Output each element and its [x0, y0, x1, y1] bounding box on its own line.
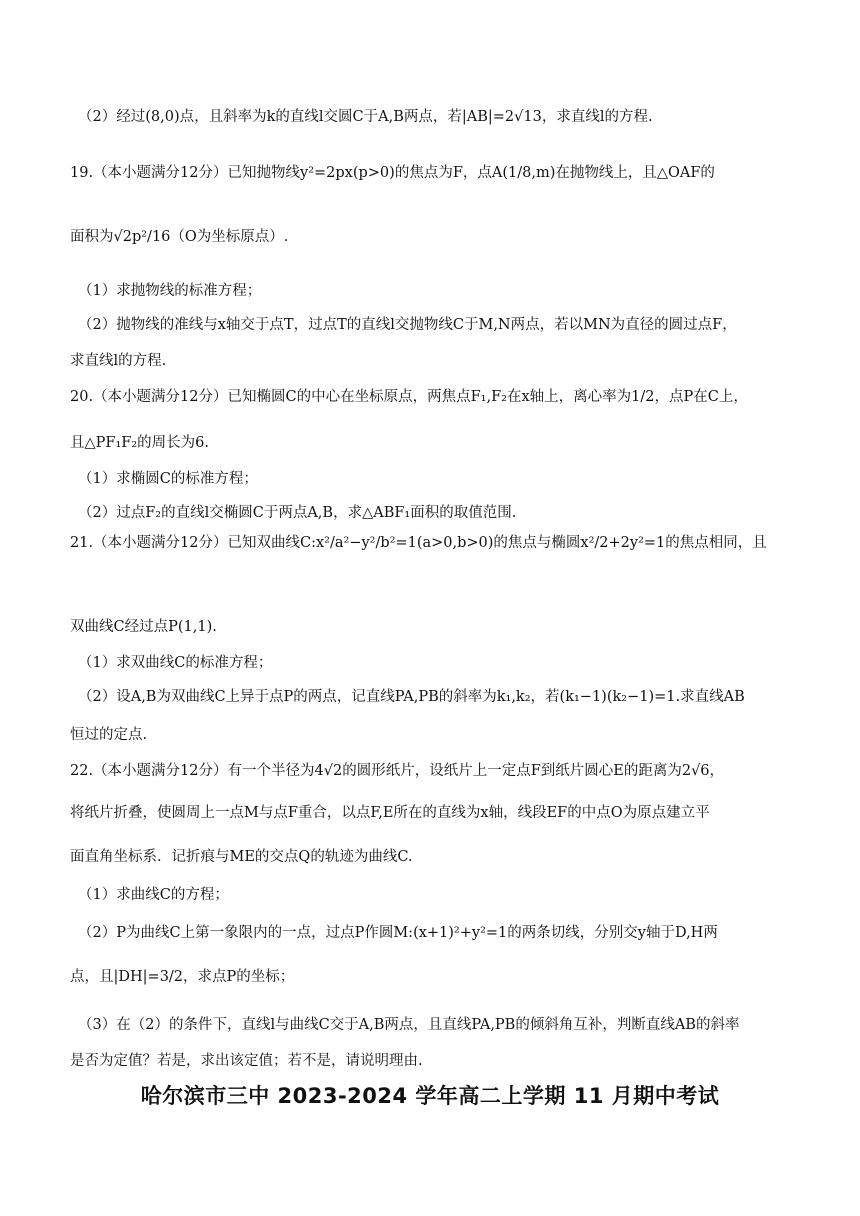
q19-part1: （1）求抛物线的标准方程；: [78, 283, 262, 299]
q22-part3-line1: （3）在（2）的条件下，直线l与曲线C交于A,B两点，且直线PA,PB的倾斜角互补，判断直线AB的斜率: [78, 1017, 740, 1033]
q19-stem-line2: 面积为√2p²/16（O为坐标原点）.: [70, 229, 289, 245]
q20-stem-line2: 且△PF₁F₂的周长为6.: [70, 435, 209, 451]
q22-part1: （1）求曲线C的方程；: [78, 887, 229, 903]
q22-part2-line1: （2）P为曲线C上第一象限内的一点，过点P作圆M:(x+1)²+y²=1的两条切线，分别交y轴于D,H两: [78, 925, 718, 941]
q20-part1: （1）求椭圆C的标准方程；: [78, 471, 258, 487]
q21-part2-line1: （2）设A,B为双曲线C上异于点P的两点，记直线PA,PB的斜率为k₁,k₂，若(k₁−1)(k₂−1)=1.求直线AB: [78, 689, 745, 705]
q18-part2: （2）经过(8,0)点，且斜率为k的直线l交圆C于A,B两点，若|AB|=2√13，求直线l的方程.: [78, 109, 653, 125]
q19-stem-line1: 19.（本小题满分12分）已知抛物线y²=2px(p>0)的焦点为F，点A(1/8,m)在抛物线上，且△OAF的: [70, 165, 715, 181]
q19-part2-line1: （2）抛物线的准线与x轴交于点T，过点T的直线l交抛物线C于M,N两点，若以MN为直径的圆过点F，: [78, 317, 737, 333]
q22-part2-line2: 点，且|DH|=3/2，求点P的坐标；: [70, 969, 295, 985]
q22-part3-line2: 是否为定值？若是，求出该定值；若不是，请说明理由.: [70, 1053, 423, 1069]
q20-part2: （2）过点F₂的直线l交椭圆C于两点A,B，求△ABF₁面积的取值范围.: [78, 505, 517, 521]
q21-part1: （1）求双曲线C的标准方程；: [78, 655, 273, 671]
q19-part2-line2: 求直线l的方程.: [70, 353, 167, 369]
q22-stem-line1: 22.（本小题满分12分）有一个半径为4√2的圆形纸片，设纸片上一定点F到纸片圆心E的距离为2√6，: [70, 763, 725, 779]
q21-stem-line1: 21.（本小题满分12分）已知双曲线C:x²/a²−y²/b²=1(a>0,b>0)的焦点与椭圆x²/2+2y²=1的焦点相同，且: [70, 535, 767, 551]
q21-stem-line2: 双曲线C经过点P(1,1).: [70, 619, 217, 635]
q22-stem-line3: 面直角坐标系．记折痕与ME的交点Q的轨迹为曲线C.: [70, 849, 413, 865]
q21-part2-line2: 恒过的定点.: [70, 727, 148, 743]
exam-title: 哈尔滨市三中 2023-2024 学年高二上学期 11 月期中考试: [140, 1084, 720, 1108]
q20-stem-line1: 20.（本小题满分12分）已知椭圆C的中心在坐标原点，两焦点F₁,F₂在x轴上，离心率为1/2，点P在C上，: [70, 389, 748, 405]
q22-stem-line2: 将纸片折叠，使圆周上一点M与点F重合，以点F,E所在的直线为x轴，线段EF的中点O为原点建立平: [70, 805, 710, 821]
